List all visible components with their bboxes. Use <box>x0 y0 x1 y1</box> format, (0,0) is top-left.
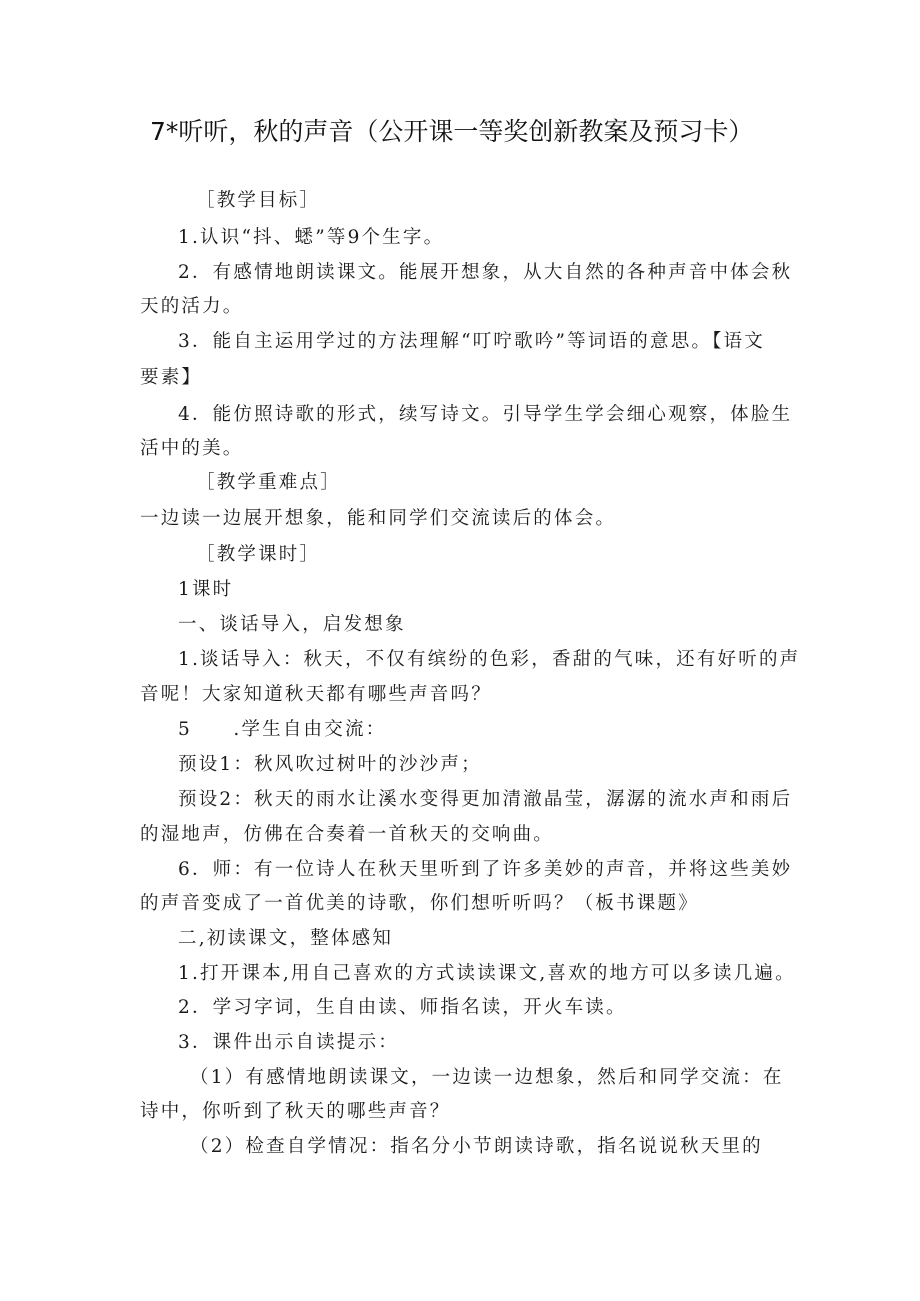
paragraph-line: 要素】 <box>140 367 203 388</box>
paragraph-line: 2．学习字词，生自由读、师指名读，开火车读。 <box>178 997 627 1018</box>
paragraph-line: 预设2：秋天的雨水让溪水变得更加清澈晶莹，潺潺的流水声和雨后 <box>178 789 793 810</box>
paragraph-line: 天的活力。 <box>140 296 244 317</box>
paragraph-line: 3．能自主运用学过的方法理解“叮咛歌吟”等词语的意思。【语文 <box>178 331 765 352</box>
paragraph-line: 的声音变成了一首优美的诗歌，你们想听听吗？（板书课题》 <box>140 893 699 914</box>
paragraph-line: 1.认识“抖、蟋”等9个生字。 <box>178 227 445 248</box>
paragraph-line: 预设1：秋风吹过树叶的沙沙声； <box>178 754 482 775</box>
paragraph-line: 3．课件出示自读提示： <box>178 1032 399 1053</box>
section-heading: 二,初读课文，整体感知 <box>178 928 394 949</box>
paragraph-line: 诗中，你听到了秋天的哪些声音？ <box>140 1101 451 1122</box>
paragraph-line: （1）有感情地朗读课文，一边读一边想象，然后和同学交流：在 <box>190 1067 784 1088</box>
paragraph-line: 2．有感情地朗读课文。能展开想象，从大自然的各种声音中体会秋 <box>178 262 793 283</box>
paragraph-line: 5 .学生自由交流： <box>178 719 387 740</box>
paragraph-line: 活中的美。 <box>140 438 244 459</box>
document-title: 7*听听，秋的声音（公开课一等奖创新教案及预习卡） <box>150 117 754 146</box>
paragraph-line: 6．师：有一位诗人在秋天里听到了许多美妙的声音，并将这些美妙 <box>178 859 793 880</box>
paragraph-line: 4．能仿照诗歌的形式，续写诗文。引导学生学会细心观察，体脸生 <box>178 404 793 425</box>
paragraph-line: 1课时 <box>178 579 234 600</box>
paragraph-line: 一边读一边展开想象，能和同学们交流读后的体会。 <box>140 508 617 529</box>
paragraph-line: 的湿地声，仿佛在合奏着一首秋天的交响曲。 <box>140 824 555 845</box>
paragraph-line: 1.谈话导入：秋天，不仅有缤纷的色彩，香甜的气味，还有好听的声 <box>178 649 801 670</box>
section-heading: 一、谈话导入，启发想象 <box>178 614 406 635</box>
paragraph-line: 1.打开课本,用自己喜欢的方式读读课文,喜欢的地方可以多读几遍。 <box>178 963 796 984</box>
paragraph-line: （2）检查自学情况：指名分小节朗读诗歌，指名说说秋天里的 <box>190 1136 763 1157</box>
heading-teaching-goals: ［教学目标］ <box>196 190 321 211</box>
paragraph-line: 音呢！大家知道秋天都有哪些声音吗？ <box>140 684 492 705</box>
heading-key-points: ［教学重难点］ <box>196 472 341 493</box>
heading-class-hours: ［教学课时］ <box>196 544 321 565</box>
